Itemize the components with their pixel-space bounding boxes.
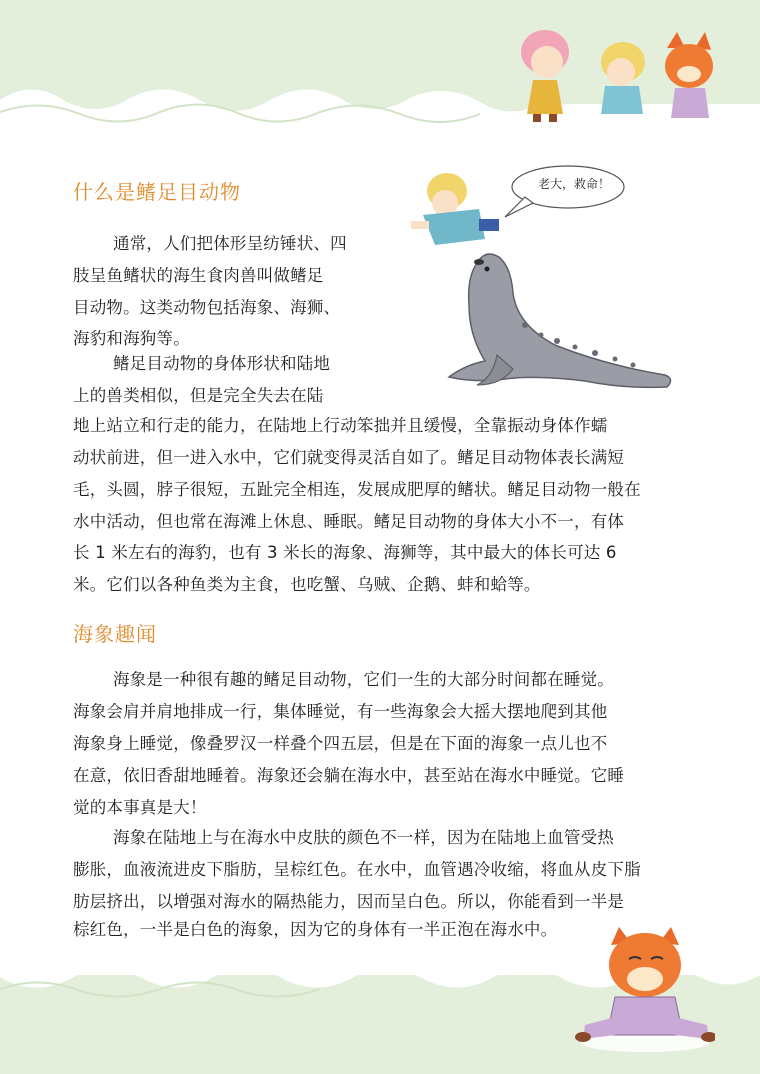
kid-being-tossed-icon	[411, 173, 499, 245]
text-line: 膨胀，血液流进皮下脂肪，呈棕红色。在水中，血管遇冷收缩，将血从皮下脂	[73, 860, 641, 879]
section-title-walrus-facts: 海象趣闻	[73, 622, 157, 646]
cartoon-characters-top	[505, 22, 735, 130]
text-line: 棕红色，一半是白色的海象，因为它的身体有一半正泡在海水中。	[73, 920, 558, 939]
text-line: 海象会肩并肩地排成一行，集体睡觉，有一些海象会大摇大摆地爬到其他	[73, 702, 608, 721]
text-line: 在意，依旧香甜地睡着。海象还会躺在海水中，甚至站在海水中睡觉。它睡	[73, 766, 625, 785]
girl-character-icon	[521, 30, 569, 122]
speech-bubble-text: 老大，救命！	[537, 177, 610, 191]
text-line: 海象是一种很有趣的鳍足目动物，它们一生的大部分时间都在睡觉。	[113, 670, 614, 689]
text-line: 地上站立和行走的能力，在陆地上行动笨拙并且缓慢，全靠振动身体作蠕	[73, 416, 608, 435]
text-line: 长 1 米左右的海豹，也有 3 米长的海象、海狮等，其中最大的体长可达 6	[73, 543, 617, 562]
cat-character-bottom	[575, 925, 715, 1055]
text-line: 目动物。这类动物包括海象、海狮、	[73, 298, 341, 317]
orange-cat-character-icon	[665, 32, 713, 118]
text-line: 海象在陆地上与在海水中皮肤的颜色不一样，因为在陆地上血管受热	[113, 828, 614, 847]
text-line: 动状前进，但一进入水中，它们就变得灵活自如了。鳍足目动物体表长满短	[73, 448, 625, 467]
text-line: 海豹和海狗等。	[73, 329, 190, 348]
text-line: 通常，人们把体形呈纺锤状、四	[113, 234, 347, 253]
seal-icon	[449, 254, 671, 387]
text-line: 毛，头圆，脖子很短，五趾完全相连，发展成肥厚的鳍状。鳍足目动物一般在	[73, 480, 641, 499]
text-line: 水中活动，但也常在海滩上休息、睡眠。鳍足目动物的身体大小不一，有体	[73, 512, 625, 531]
text-line: 上的兽类相似，但是完全失去在陆	[73, 386, 324, 405]
text-line: 觉的本事真是大！	[73, 798, 207, 817]
section-title-pinnipeds: 什么是鳍足目动物	[73, 180, 241, 204]
text-line: 肢呈鱼鳍状的海生食肉兽叫做鳍足	[73, 266, 324, 285]
text-line: 海象身上睡觉，像叠罗汉一样叠个四五层，但是在下面的海象一点儿也不	[73, 734, 608, 753]
seal-illustration	[405, 165, 685, 395]
text-line: 米。它们以各种鱼类为主食，也吃蟹、乌贼、企鹅、蚌和蛤等。	[73, 575, 541, 594]
text-line: 鳍足目动物的身体形状和陆地	[113, 354, 331, 373]
blond-kid-character-icon	[601, 42, 645, 114]
text-line: 肪层挤出，以增强对海水的隔热能力，因而呈白色。所以，你能看到一半是	[73, 892, 625, 911]
